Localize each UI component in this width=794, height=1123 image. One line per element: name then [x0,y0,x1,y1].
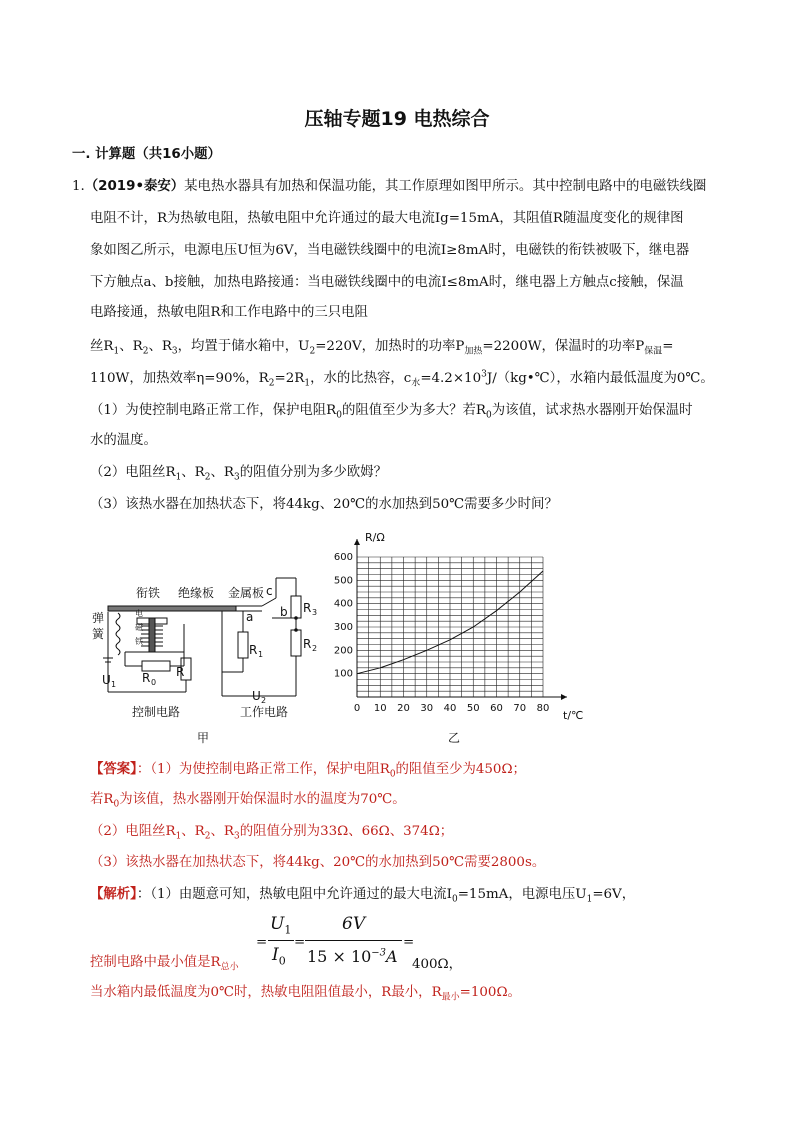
fraction-1-line [268,940,294,941]
label-spring-1: 弹 [92,611,105,625]
chart-x-tick-label: 60 [490,703,503,714]
section-heading: 一. 计算题（共16小题） [72,147,221,162]
question-1-part-1-cont: 水的温度。 [90,433,157,448]
answer-line-4: （3）该热水器在加热状态下，将44kg、20℃的水加热到50℃需要2800s。 [90,855,546,870]
label-control-circuit: 控制电路 [132,705,181,719]
chart-y-tick-label: 100 [333,668,353,680]
analysis-line-1: 【解析】：（1）由题意可知，热敏电阻中允许通过的最大电流$I_0=15mA$，电源电压$U_1=6V$， [90,887,636,905]
analysis-line-3: 当水箱内最低温度为0℃时，热敏电阻阻值最小，R最小，$R_{最小}=100\Omega$。 [90,985,521,1003]
chart-x-tick-label: 30 [420,703,434,714]
question-1-line-6: 丝$R_1$、$R_2$、$R_3$，均置于储水箱中，$U_2=220V$，加热时的功率$P_{加热}=2200W$，保温时的功率$P_{保温}=$ [90,339,674,357]
label-u2: U [252,689,261,703]
svg-text:1: 1 [111,680,117,689]
answer-line-3: （2）电阻丝$R_1$、$R_2$、$R_3$的阻值分别为33Ω、66Ω、374Ω； [90,824,454,842]
chart-x-tick-label: 70 [513,703,527,714]
label-armature: 衔铁 [136,586,161,600]
question-1-part-2: （2）电阻丝$R_1$、$R_2$、$R_3$的阻值分别为多少欧姆？ [90,465,388,483]
label-electromagnet-3: 铁 [135,637,143,646]
question-1-line-4: 下方触点a、b接触，加热电路接通：当电磁铁线圈中的电流I≤8mA时，继电器上方触点c接触，保温 [90,275,684,290]
chart-y-tick-label: 400 [333,598,353,610]
svg-text:2: 2 [312,644,318,653]
label-electromagnet-1: 电 [135,609,143,618]
fraction-1-numerator: $U_1$ [270,914,292,937]
equals-1: = [256,935,268,950]
svg-text:0: 0 [151,678,157,687]
chart-y-axis-label: R/Ω [365,531,385,544]
chart-x-tick-label: 80 [536,703,550,714]
label-contact-c: c [266,584,273,598]
question-1-line-5: 电路接通，热敏电阻R和工作电路中的三只电阻 [90,305,368,320]
chart-y-arrow [354,539,360,545]
chart-y-tick-label: 200 [333,645,353,657]
chart-x-tick-label: 10 [373,703,387,714]
label-contact-a: a [246,610,254,624]
chart-x-tick-label: 40 [443,703,457,714]
question-1-line-3: 象如图乙所示，电源电压U恒为6V，当电磁铁线圈中的电流I≥8mA时，电磁铁的衔铁被吸下，继电器 [90,243,690,258]
label-r3: R [303,601,312,615]
label-r2: R [303,637,312,651]
label-metal-plate: 金属板 [228,586,265,600]
label-contact-b: b [280,605,288,619]
label-u1: U [102,673,111,687]
chart-x-tick-label: 20 [397,703,410,714]
chart-x-tick-label: 0 [353,703,361,714]
chart-x-arrow [561,694,567,700]
chart-y-tick-label: 600 [333,552,353,563]
question-1-line-7: 110W，加热效率η=90%，$R_2=2R_1$，水的比热容，$c_水=4.2\times 10^3J/(kg•℃)$，水箱内最低温度为0℃。 [90,369,714,389]
question-1-part-3: （3）该热水器在加热状态下，将44kg、20℃的水加热到50℃需要多少时间？ [90,497,558,512]
fraction-2-line [305,940,402,941]
label-figure-yi: 乙 [448,731,461,745]
svg-text:3: 3 [312,608,318,617]
label-r1: R [249,643,258,657]
label-figure-jia: 甲 [197,731,210,745]
fraction-1-denominator: $I_0$ [272,945,286,968]
label-r0: R [142,671,151,685]
analysis-line-2: 控制电路中最小值是$R_{总小}$ [90,955,239,973]
equals-3: = [403,935,415,950]
svg-text:2: 2 [261,696,267,705]
label-insulator: 绝缘板 [178,586,215,600]
equals-2: = [294,935,306,950]
label-work-circuit: 工作电路 [240,705,289,719]
page-title: 压轴专题19 电热综合 [304,108,490,130]
svg-text:1: 1 [258,650,264,659]
answer-line-2: 若$R_0$为该值，热水器刚开始保温时水的温度为70℃。 [90,792,406,810]
label-spring-2: 簧 [92,627,105,641]
analysis-result: 400Ω， [412,957,463,972]
chart-x-axis-label: t/℃ [563,709,584,722]
chart-x-tick-label: 50 [466,703,480,714]
fraction-2-denominator: $15 \times 10^{-3}A$ [307,947,398,966]
chart-y-tick-label: 500 [333,575,353,587]
question-1-part-1: （1）为使控制电路正常工作，保护电阻$R_0$的阻值至少为多大？若$R_0$为该值，试求热水器刚开始保温时 [90,403,693,421]
fraction-2-numerator: 6V [342,914,366,934]
label-electromagnet-2: 磁 [135,623,143,632]
answer-line-1: 【答案】：（1）为使控制电路正常工作，保护电阻$R_0$的阻值至少为450Ω； [90,762,526,780]
question-1-line-1: 1.（2019•泰安）某电热水器具有加热和保温功能，其工作原理如图甲所示。其中控制电路中的电磁铁线圈 [72,179,707,194]
label-r: R [176,665,185,679]
chart-y-tick-label: 300 [333,622,353,633]
question-1-line-2: 电阻不计，R为热敏电阻，热敏电阻中允许通过的最大电流Ig=15mA，其阻值R随温度变化的规律图 [90,211,684,226]
